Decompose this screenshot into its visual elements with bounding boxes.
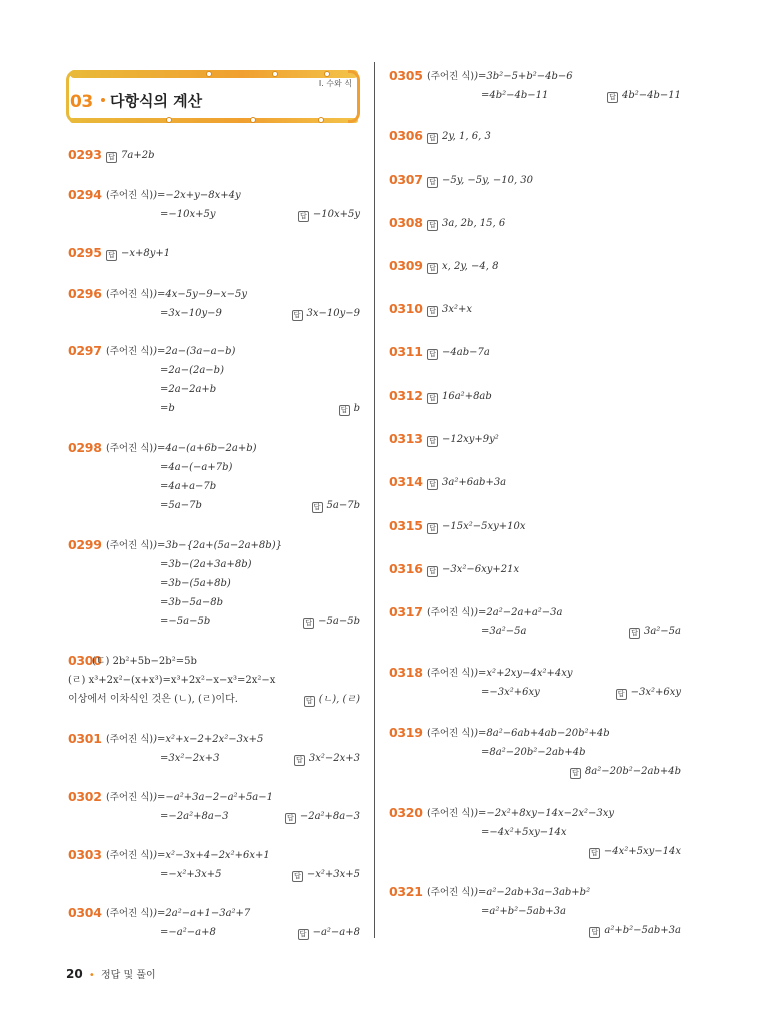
answer-text: 4b²−4b−11 xyxy=(621,90,681,101)
problem-number: 0321 xyxy=(389,884,423,899)
answer-text: −x+8y+1 xyxy=(121,248,171,259)
solution-line: (주어진 식))=4a−(a+6b−2a+b) xyxy=(106,443,257,454)
given-expr-label: (주어진 식) xyxy=(106,792,154,803)
answer-text: −x²+3x+5 xyxy=(306,869,360,880)
problem-number: 0293 xyxy=(68,147,102,162)
solution-line: (주어진 식))=2a−(3a−a−b) xyxy=(106,346,236,357)
answer-mark-icon: 답 xyxy=(629,628,640,639)
answer-mark-icon: 답 xyxy=(294,755,305,766)
answer-text: (ㄴ), (ㄹ) xyxy=(318,694,360,705)
answer-text: b xyxy=(353,403,360,414)
solution-line: =3b−(2a+3a+8b) xyxy=(160,559,252,570)
solution-line: =4a+a−7b xyxy=(160,481,217,492)
header-dot xyxy=(272,71,278,77)
answer-text: −3x²+6xy xyxy=(630,687,681,698)
answer-mark-icon: 답 xyxy=(285,813,296,824)
answer xyxy=(589,921,681,940)
answer xyxy=(427,517,526,536)
solution-line: =3b−(5a+8b) xyxy=(160,578,231,589)
solution-line: =−5a−5b xyxy=(160,616,211,627)
answer xyxy=(427,343,490,362)
given-expr-label: (주어진 식) xyxy=(106,289,154,300)
answer xyxy=(339,399,360,418)
problem-number: 0294 xyxy=(68,187,102,202)
answer-text: −5a−5b xyxy=(318,616,360,627)
given-expr-label: (주어진 식) xyxy=(427,668,475,679)
answer-mark-icon: 답 xyxy=(589,848,600,859)
problem-number: 0295 xyxy=(68,245,102,260)
answer-text: x, 2y, −4, 8 xyxy=(442,261,499,272)
solution-line: (주어진 식))=3b²−5+b²−4b−6 xyxy=(427,71,573,82)
answer-mark-icon: 답 xyxy=(427,479,438,490)
answer-mark-icon: 답 xyxy=(312,502,323,513)
answer-text: 5a−7b xyxy=(326,500,360,511)
problem-number: 0316 xyxy=(389,561,423,576)
answer xyxy=(285,807,360,826)
solution-line: (주어진 식))=2a²−2a+a²−3a xyxy=(427,607,563,618)
page-number: 20 xyxy=(66,967,83,981)
problem-number: 0298 xyxy=(68,440,102,455)
answer xyxy=(304,690,360,709)
solution-line: =b xyxy=(160,403,175,414)
problem-number: 0310 xyxy=(389,301,423,316)
problem-number: 0320 xyxy=(389,805,423,820)
solution-line: (주어진 식))=x²−3x+4−2x²+6x+1 xyxy=(106,850,270,861)
answer-mark-icon: 답 xyxy=(292,871,303,882)
solution-line: =5a−7b xyxy=(160,500,202,511)
answer-mark-icon: 답 xyxy=(616,689,627,700)
answer xyxy=(427,171,533,190)
answer-mark-icon: 답 xyxy=(427,133,438,144)
solution-line: (주어진 식))=4x−5y−9−x−5y xyxy=(106,289,247,300)
given-expr-label: (주어진 식) xyxy=(427,71,475,82)
solution-line: 이상에서 이차식인 것은 (ㄴ), (ㄹ)이다. xyxy=(68,694,238,705)
answer-text: 3x²+x xyxy=(442,304,473,315)
answer xyxy=(298,923,360,942)
answer-text: −10x+5y xyxy=(312,209,360,220)
header-dot xyxy=(166,117,172,123)
solution-line: (주어진 식))=−a²+3a−2−a²+5a−1 xyxy=(106,792,274,803)
problem-number: 0301 xyxy=(68,731,102,746)
answer-mark-icon: 답 xyxy=(427,177,438,188)
given-expr-label: (주어진 식) xyxy=(427,607,475,618)
answer-mark-icon: 답 xyxy=(106,152,117,163)
answer-mark-icon: 답 xyxy=(292,310,303,321)
problem-number: 0317 xyxy=(389,604,423,619)
solution-line: (주어진 식))=8a²−6ab+4ab−20b²+4b xyxy=(427,728,610,739)
answer-mark-icon: 답 xyxy=(339,405,350,416)
problem-number: 0307 xyxy=(389,172,423,187)
answer-text: −3x²−6xy+21x xyxy=(442,564,520,575)
header-dot xyxy=(318,117,324,123)
answer xyxy=(629,622,681,641)
answer-text: 3x²−2x+3 xyxy=(308,753,360,764)
answer-mark-icon: 답 xyxy=(607,92,618,103)
answer-mark-icon: 답 xyxy=(427,220,438,231)
solution-line: (주어진 식))=x²+2xy−4x²+4xy xyxy=(427,668,573,679)
problem-number: 0305 xyxy=(389,68,423,83)
solution-line: (ㄷ) 2b²+5b−2b²=5b xyxy=(92,656,197,667)
header-dot xyxy=(206,71,212,77)
answer xyxy=(427,214,505,233)
footer-label: 정답 및 풀이 xyxy=(100,970,156,981)
answer-text: −4ab−7a xyxy=(442,347,490,358)
solution-line: (주어진 식))=x²+x−2+2x²−3x+5 xyxy=(106,734,264,745)
answer-text: 7a+2b xyxy=(121,150,155,161)
header-dot xyxy=(324,71,330,77)
solution-line: =2a−(2a−b) xyxy=(160,365,224,376)
solution-line: =8a²−20b²−2ab+4b xyxy=(481,747,586,758)
problem-number: 0296 xyxy=(68,286,102,301)
solution-line: (주어진 식))=3b−{2a+(5a−2a+8b)} xyxy=(106,540,282,551)
answer-text: 2y, 1, 6, 3 xyxy=(442,131,491,142)
answer-text: 3a²+6ab+3a xyxy=(442,477,507,488)
answer-mark-icon: 답 xyxy=(427,263,438,274)
answer-mark-icon: 답 xyxy=(589,927,600,938)
solution-line: =a²+b²−5ab+3a xyxy=(481,906,566,917)
solution-line: =−a²−a+8 xyxy=(160,927,216,938)
solution-line: =3x²−2x+3 xyxy=(160,753,220,764)
answer-text: 16a²+8ab xyxy=(442,391,492,402)
given-expr-label: (주어진 식) xyxy=(106,908,154,919)
answer xyxy=(294,749,360,768)
answer-mark-icon: 답 xyxy=(106,250,117,261)
answer xyxy=(427,560,519,579)
answer xyxy=(427,300,472,319)
problem-number: 0314 xyxy=(389,474,423,489)
answer xyxy=(292,865,360,884)
solution-line: =4a−(−a+7b) xyxy=(160,462,233,473)
solution-line: (ㄹ) x³+2x²−(x+x³)=x³+2x²−x−x³=2x²−x xyxy=(68,675,276,686)
solution-line: (주어진 식))=a²−2ab+3a−3ab+b² xyxy=(427,887,591,898)
problem-number: 0308 xyxy=(389,215,423,230)
answer xyxy=(106,146,154,165)
solution-line: =−4x²+5xy−14x xyxy=(481,827,567,838)
answer xyxy=(292,304,361,323)
given-expr-label: (주어진 식) xyxy=(427,808,475,819)
given-expr-label: (주어진 식) xyxy=(427,728,475,739)
problem-number: 0297 xyxy=(68,343,102,358)
answer-text: −2a²+8a−3 xyxy=(299,811,360,822)
header-top-bar xyxy=(70,70,358,78)
solution-line: =3x−10y−9 xyxy=(160,308,222,319)
solution-line: =4b²−4b−11 xyxy=(481,90,549,101)
answer xyxy=(427,257,499,276)
solution-line: =3b−5a−8b xyxy=(160,597,223,608)
answer-mark-icon: 답 xyxy=(298,929,309,940)
problem-number: 0302 xyxy=(68,789,102,804)
answer-mark-icon: 답 xyxy=(427,566,438,577)
solution-line: (주어진 식))=−2x²+8xy−14x−2x²−3xy xyxy=(427,808,615,819)
answer-text: −15x²−5xy+10x xyxy=(442,521,526,532)
answer xyxy=(427,387,492,406)
given-expr-label: (주어진 식) xyxy=(427,887,475,898)
given-expr-label: (주어진 식) xyxy=(106,850,154,861)
solution-line: =2a−2a+b xyxy=(160,384,217,395)
solution-line: =−10x+5y xyxy=(160,209,216,220)
footer-dot: • xyxy=(88,970,95,981)
answer xyxy=(298,205,360,224)
answer-text: 3a²−5a xyxy=(643,626,681,637)
section-separator xyxy=(101,98,105,102)
answer xyxy=(312,496,360,515)
solution-line: =−x²+3x+5 xyxy=(160,869,222,880)
answer-mark-icon: 답 xyxy=(304,696,315,707)
footer xyxy=(66,966,156,981)
answer-text: −12xy+9y² xyxy=(442,434,499,445)
answer-mark-icon: 답 xyxy=(298,211,309,222)
answer-text: −5y, −5y, −10, 30 xyxy=(442,175,534,186)
section-title: 다항식의 계산 xyxy=(110,92,203,110)
answer-text: a²+b²−5ab+3a xyxy=(604,925,681,936)
answer xyxy=(607,86,681,105)
problem-number: 0306 xyxy=(389,128,423,143)
problem-number: 0303 xyxy=(68,847,102,862)
given-expr-label: (주어진 식) xyxy=(106,190,154,201)
solution-line: (주어진 식))=−2x+y−8x+4y xyxy=(106,190,241,201)
solution-line: (주어진 식))=2a²−a+1−3a²+7 xyxy=(106,908,251,919)
answer-mark-icon: 답 xyxy=(427,306,438,317)
answer xyxy=(427,127,491,146)
problem-number: 0309 xyxy=(389,258,423,273)
answer-mark-icon: 답 xyxy=(427,349,438,360)
answer xyxy=(427,473,506,492)
given-expr-label: (주어진 식) xyxy=(106,443,154,454)
answer xyxy=(570,762,681,781)
header-bottom-bar xyxy=(70,118,358,123)
answer xyxy=(427,430,499,449)
answer-mark-icon: 답 xyxy=(303,618,314,629)
problem-number: 0313 xyxy=(389,431,423,446)
given-expr-label: (주어진 식) xyxy=(106,346,154,357)
solution-line: =−2a²+8a−3 xyxy=(160,811,229,822)
section-number: 03 xyxy=(70,92,93,112)
answer-text: −a²−a+8 xyxy=(312,927,360,938)
solution-line: =−3x²+6xy xyxy=(481,687,540,698)
problem-number: 0318 xyxy=(389,665,423,680)
answer-mark-icon: 답 xyxy=(427,436,438,447)
answer-mark-icon: 답 xyxy=(570,768,581,779)
column-divider xyxy=(374,62,375,938)
header-dot xyxy=(250,117,256,123)
answer-text: 8a²−20b²−2ab+4b xyxy=(584,766,681,777)
given-expr-label: (주어진 식) xyxy=(106,734,154,745)
answer-mark-icon: 답 xyxy=(427,393,438,404)
problem-number: 0304 xyxy=(68,905,102,920)
answer-text: 3x−10y−9 xyxy=(306,308,360,319)
problem-number: 0299 xyxy=(68,537,102,552)
problem-number: 0315 xyxy=(389,518,423,533)
answer xyxy=(303,612,360,631)
problem-number: 0300 xyxy=(68,653,102,668)
given-expr-label: (주어진 식) xyxy=(106,540,154,551)
solution-line: =3a²−5a xyxy=(481,626,527,637)
answer xyxy=(106,244,170,263)
answer xyxy=(616,683,681,702)
unit-label: I. 수와 식 xyxy=(318,79,352,88)
answer-text: 3a, 2b, 15, 6 xyxy=(442,218,506,229)
problem-number: 0311 xyxy=(389,344,423,359)
problem-number: 0319 xyxy=(389,725,423,740)
answer-text: −4x²+5xy−14x xyxy=(603,846,681,857)
problem-number: 0312 xyxy=(389,388,423,403)
answer-mark-icon: 답 xyxy=(427,523,438,534)
section-header xyxy=(66,66,360,124)
answer xyxy=(589,842,681,861)
